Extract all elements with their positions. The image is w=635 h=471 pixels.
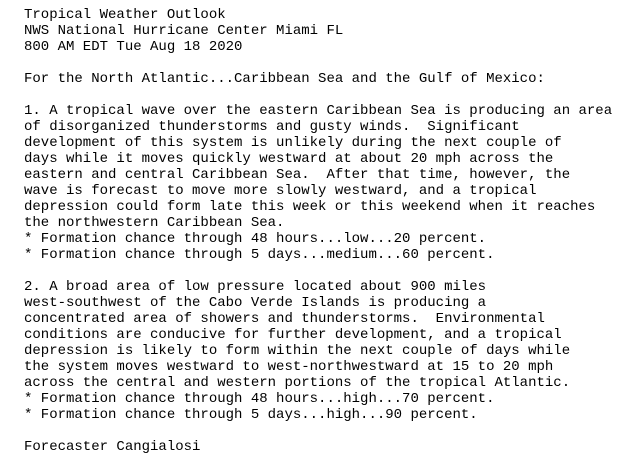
system-2-formation-chance-48hr: * Formation chance through 48 hours...high...70 percent. bbox=[24, 391, 495, 407]
issue-datetime: 800 AM EDT Tue Aug 18 2020 bbox=[24, 39, 243, 55]
system-1-discussion bbox=[24, 103, 627, 263]
document-title: Tropical Weather Outlook bbox=[24, 7, 226, 23]
system-1-formation-chance-5day: * Formation chance through 5 days...medium...60 percent. bbox=[24, 247, 495, 263]
system-2-body-line: conditions are conducive for further development, and a tropical bbox=[24, 327, 562, 343]
system-1-body-line: wave is forecast to move more slowly westward, and a tropical bbox=[24, 183, 537, 199]
issuing-office: NWS National Hurricane Center Miami FL bbox=[24, 23, 344, 39]
system-1-body-line: the northwestern Caribbean Sea. bbox=[24, 215, 285, 231]
system-1-body-line: of disorganized thunderstorms and gusty winds. Significant bbox=[24, 119, 520, 135]
system-1-formation-chance-48hr: * Formation chance through 48 hours...low...20 percent. bbox=[24, 231, 487, 247]
system-1-body-line: eastern and central Caribbean Sea. After that time, however, the bbox=[24, 167, 571, 183]
blank-line bbox=[24, 423, 627, 439]
system-2-body-line: the system moves westward to west-northwestward at 15 to 20 mph bbox=[24, 359, 554, 375]
forecaster-signature: Forecaster Cangialosi bbox=[24, 439, 201, 455]
system-2-body-line: 2. A broad area of low pressure located about 900 miles bbox=[24, 279, 487, 295]
system-1-body-line: 1. A tropical wave over the eastern Caribbean Sea is producing an area bbox=[24, 103, 613, 119]
system-1-body-line: development of this system is unlikely during the next couple of bbox=[24, 135, 562, 151]
system-2-discussion bbox=[24, 279, 627, 423]
system-2-body-line: west-southwest of the Cabo Verde Islands is producing a bbox=[24, 295, 487, 311]
system-2-body-line: across the central and western portions of the tropical Atlantic. bbox=[24, 375, 571, 391]
blank-line bbox=[24, 87, 627, 103]
system-2-body-line: concentrated area of showers and thunderstorms. Environmental bbox=[24, 311, 545, 327]
blank-line bbox=[24, 55, 627, 71]
region-header: For the North Atlantic...Caribbean Sea and the Gulf of Mexico: bbox=[24, 71, 545, 87]
system-1-body-line: days while it moves quickly westward at about 20 mph across the bbox=[24, 151, 554, 167]
system-2-formation-chance-5day: * Formation chance through 5 days...high...90 percent. bbox=[24, 407, 478, 423]
system-2-body-line: depression is likely to form within the next couple of days while bbox=[24, 343, 571, 359]
system-1-body-line: depression could form late this week or this weekend when it reaches bbox=[24, 199, 596, 215]
blank-line bbox=[24, 263, 627, 279]
